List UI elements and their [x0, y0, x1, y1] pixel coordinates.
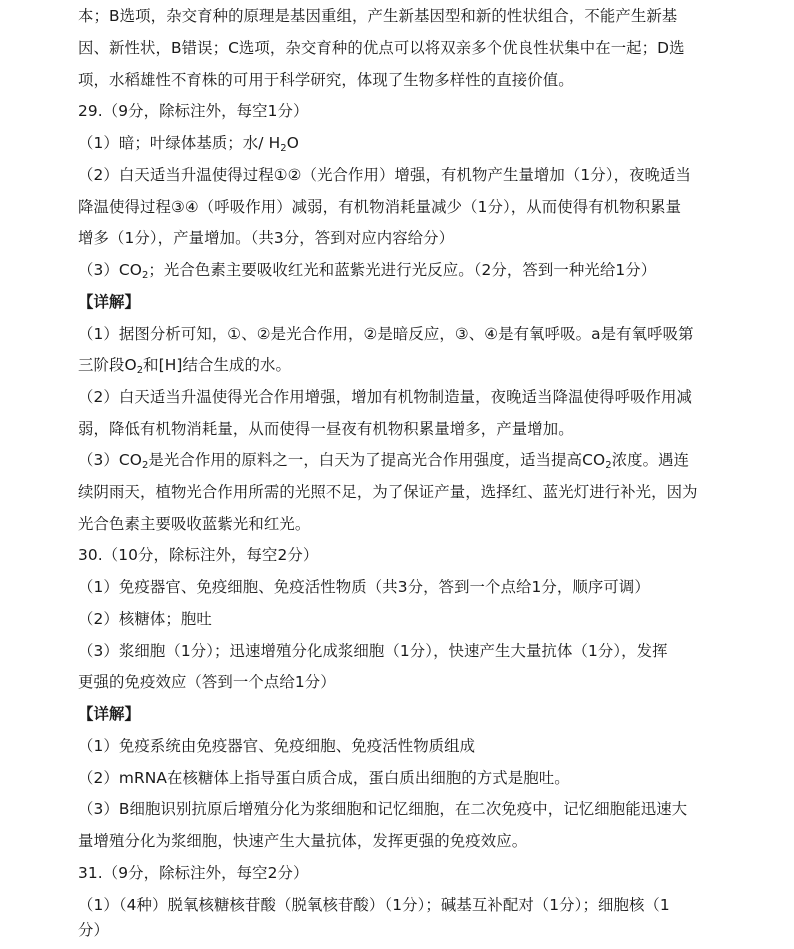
text-line: 光合色素主要吸收蓝紫光和红光。 [78, 515, 311, 533]
text-line: 30.（10分，除标注外，每空2分） [78, 546, 319, 564]
subscript: 2 [141, 460, 149, 471]
text-line: 量增殖分化为浆细胞，快速产生大量抗体，发挥更强的免疫效应。 [78, 832, 528, 850]
text-line: 项，水稻雄性不育株的可用于科学研究，体现了生物多样性的直接价值。 [78, 71, 574, 89]
text-segment: 浓度。遇连 [611, 451, 690, 469]
text-line: 降温使得过程③④（呼吸作用）减弱，有机物消耗量减少（1分），从而使得有机物积累量 [78, 198, 682, 216]
text-segment: ；光合色素主要吸收红光和蓝紫光进行光反应。（2分，答到一种光给1分） [148, 261, 657, 279]
text-line: 增多（1分），产量增加。（共3分，答到对应内容给分） [78, 229, 455, 247]
text-line: 31.（9分，除标注外，每空2分） [78, 864, 309, 882]
text-line: 因、新性状，B错误；C选项，杂交育种的优点可以将双亲多个优良性状集中在一起；D选 [78, 39, 685, 57]
subscript: 2 [280, 143, 287, 154]
text-line: 本；B选项，杂交育种的原理是基因重组，产生新基因型和新的性状组合，不能产生新基 [78, 7, 678, 25]
subscript: 2 [141, 270, 149, 281]
text-line [78, 450, 768, 470]
text-line: 更强的免疫效应（答到一个点给1分） [78, 673, 336, 691]
text-line: （2）白天适当升温使得光合作用增强，增加有机物制造量，夜晚适当降温使得呼吸作用减 [78, 388, 693, 406]
text-line: （1）免疫系统由免疫器官、免疫细胞、免疫活性物质组成 [78, 737, 476, 755]
text-segment: 是光合作用的原料之一，白天为了提高光合作用强度，适当提高CO [148, 451, 606, 469]
text-segment: 和[H]结合生成的水。 [143, 356, 291, 374]
text-segment: （3）CO [78, 451, 142, 469]
text-line: （1）免疫器官、免疫细胞、免疫活性物质（共3分，答到一个点给1分，顺序可调） [78, 578, 650, 596]
text-line [78, 355, 768, 375]
text-line: 弱，降低有机物消耗量，从而使得一昼夜有机物积累量增多，产量增加。 [78, 420, 574, 438]
text-line: 分） [78, 921, 109, 939]
text-segment: （3）CO [78, 261, 142, 279]
text-segment: 三阶段O [78, 356, 137, 374]
text-line: （3）B细胞识别抗原后增殖分化为浆细胞和记忆细胞，在二次免疫中，记忆细胞能迅速大 [78, 800, 688, 818]
text-line: （1）（4种）脱氧核糖核苷酸（脱氧核苷酸）（1分）；碱基互补配对（1分）；细胞核（1 [78, 896, 670, 914]
section-heading: 【详解】 [78, 705, 140, 723]
text-line: 续阴雨天，植物光合作用所需的光照不足，为了保证产量，选择红、蓝光灯进行补光，因为 [78, 483, 698, 501]
text-line [78, 133, 768, 153]
text-line: （3）浆细胞（1分）；迅速增殖分化成浆细胞（1分），快速产生大量抗体（1分），发挥 [78, 642, 668, 660]
text-line: （2）mRNA在核糖体上指导蛋白质合成，蛋白质出细胞的方式是胞吐。 [78, 769, 570, 787]
text-segment: O [286, 134, 299, 152]
text-line: （1）据图分析可知，①、②是光合作用，②是暗反应，③、④是有氧呼吸。a是有氧呼吸第 [78, 325, 694, 343]
text-line: 29.（9分，除标注外，每空1分） [78, 102, 309, 120]
text-line: （2）核糖体；胞吐 [78, 610, 212, 628]
subscript: 2 [136, 365, 144, 376]
text-line: （2）白天适当升温使得过程①②（光合作用）增强，有机物产生量增加（1分），夜晚适当 [78, 166, 692, 184]
subscript: 2 [605, 460, 612, 471]
section-heading: 【详解】 [78, 293, 140, 311]
text-segment: （1）暗；叶绿体基质；水/ H [78, 134, 281, 152]
text-line [78, 260, 768, 280]
